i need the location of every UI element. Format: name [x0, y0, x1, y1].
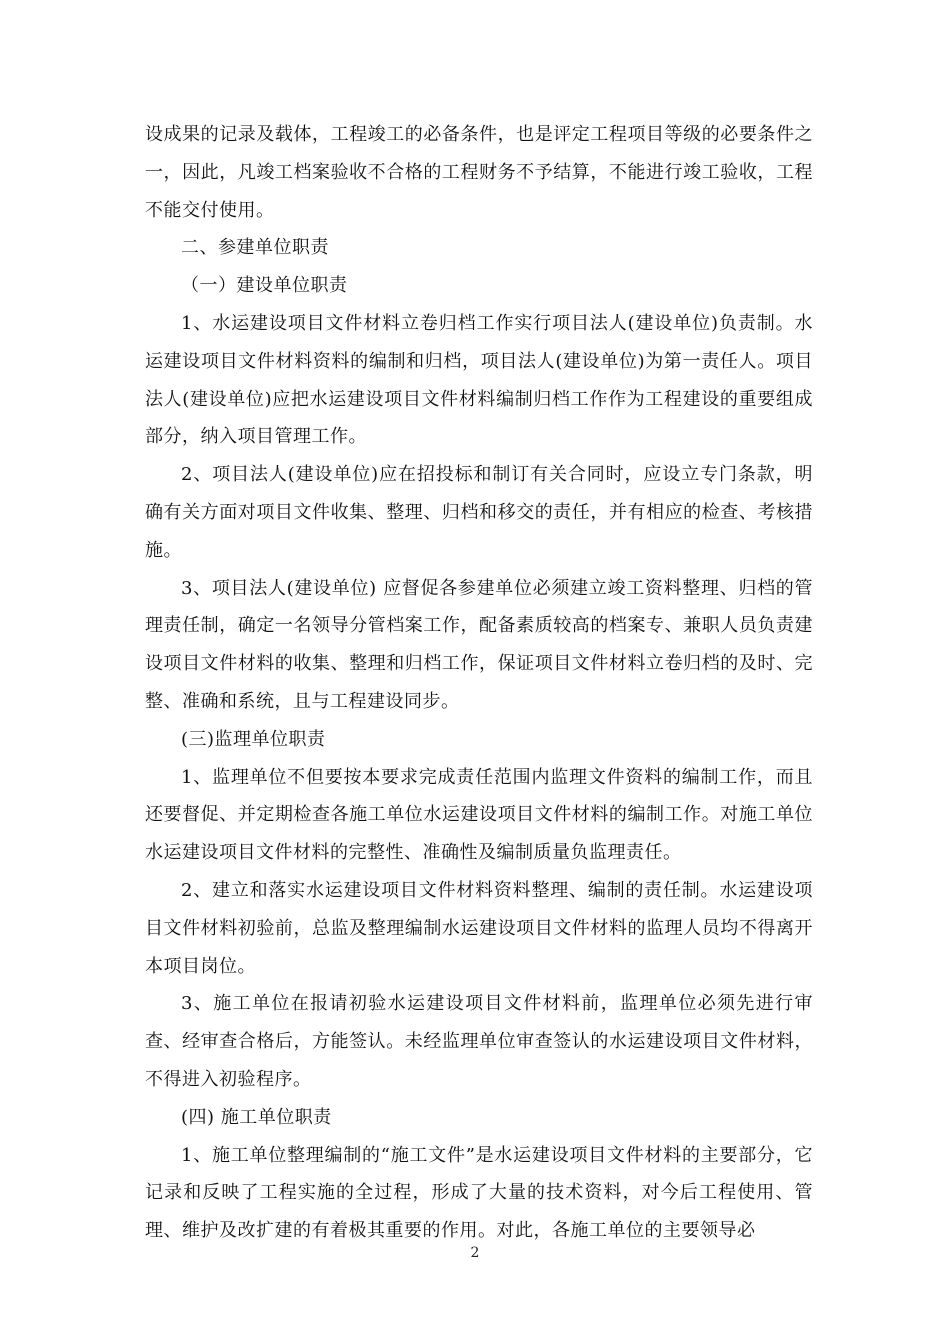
paragraph: 1、监理单位不但要按本要求完成责任范围内监理文件资料的编制工作，而且还要督促、并定期检查各施工单位水运建设项目文件材料的编制工作。对施工单位水运建设项目文件材料的完整性、准确性及编制质量负监理责任。: [145, 766, 813, 864]
subsection-heading-construction-unit: （一）建设单位职责: [181, 275, 348, 297]
subsection-heading-builder-unit: (四) 施工单位职责: [181, 1106, 332, 1128]
section-heading-participants: 二、参建单位职责: [181, 237, 329, 259]
document-body: [145, 116, 813, 1250]
subsection-heading-supervision-unit: (三)监理单位职责: [181, 728, 326, 750]
page-number: 2: [470, 1245, 480, 1261]
paragraph: 2、项目法人(建设单位)应在招投标和制订有关合同时，应设立专门条款，明确有关方面对项目文件收集、整理、归档和移交的责任，并有相应的检查、考核措施。: [145, 464, 813, 561]
paragraph: 3、项目法人(建设单位) 应督促各参建单位必须建立竣工资料整理、归档的管理责任制，确定一名领导分管档案工作，配备素质较高的档案专、兼职人员负责建设项目文件材料的收集、整理和归档工作，保证项目文件材料立卷归档的及时、完整、准确和系统，且与工程建设同步。: [145, 577, 813, 712]
paragraph: 1、水运建设项目文件材料立卷归档工作实行项目法人(建设单位)负责制。水运建设项目文件材料资料的编制和归档，项目法人(建设单位)为第一责任人。项目法人(建设单位)应把水运建设项目文件材料编制归档工作作为工程建设的重要组成部分，纳入项目管理工作。: [145, 312, 813, 448]
paragraph: 2、建立和落实水运建设项目文件材料资料整理、编制的责任制。水运建设项目文件材料初验前，总监及整理编制水运建设项目文件材料的监理人员均不得离开本项目岗位。: [145, 879, 813, 977]
paragraph: 3、施工单位在报请初验水运建设项目文件材料前，监理单位必须先进行审查、经审查合格后，方能签认。未经监理单位审查签认的水运建设项目文件材料，不得进入初验程序。: [145, 993, 813, 1090]
paragraph: 1、施工单位整理编制的“施工文件”是水运建设项目文件材料的主要部分，它记录和反映了工程实施的全过程，形成了大量的技术资料，对今后工程使用、管理、维护及改扩建的有着极其重要的作用。对此，各施工单位的主要领导必: [145, 1144, 813, 1242]
paragraph-continued: 设成果的记录及载体，工程竣工的必备条件，也是评定工程项目等级的必要条件之一，因此，凡竣工档案验收不合格的工程财务不予结算，不能进行竣工验收，工程不能交付使用。: [145, 124, 813, 221]
